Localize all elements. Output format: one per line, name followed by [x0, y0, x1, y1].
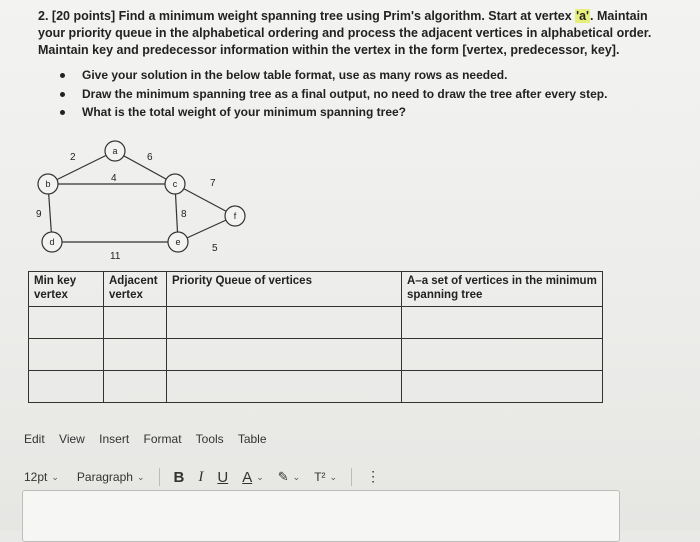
table-cell[interactable]: [104, 339, 167, 371]
weight-c-e: 8: [181, 209, 187, 220]
menu-edit[interactable]: Edit: [24, 432, 45, 446]
vertex-label-b: b: [45, 179, 51, 189]
toolbar-divider: [351, 468, 352, 486]
question-text-after: . Maintain your priority queue in the alphabetical ordering and process the adjacent vertices in alphabetical order. Maintain key and predecessor information within the vertex in the form [vertex, predecessor, key].: [38, 9, 652, 57]
question-text-before: Find a minimum weight spanning tree using Prim's algorithm. Start at vertex: [115, 9, 576, 23]
weight-d-e: 11: [110, 251, 121, 262]
superscript-button[interactable]: T² ⌄: [314, 470, 338, 484]
chevron-down-icon: ⌄: [292, 471, 301, 482]
menu-view[interactable]: View: [59, 432, 85, 446]
italic-button[interactable]: I: [198, 468, 204, 485]
solution-table: [28, 271, 603, 403]
more-options-icon[interactable]: ⋮: [366, 469, 381, 485]
chevron-down-icon: ⌄: [329, 471, 338, 482]
menu-insert[interactable]: Insert: [99, 432, 130, 446]
column-header-min-key: Min key vertex: [29, 272, 104, 307]
vertex-label-a: a: [112, 146, 118, 156]
weight-e-f: 5: [212, 243, 218, 254]
column-header-adjacent: Adjacent vertex: [104, 272, 167, 307]
table-cell[interactable]: [29, 371, 104, 403]
menu-format[interactable]: Format: [143, 432, 182, 446]
chevron-down-icon: ⌄: [136, 471, 145, 482]
table-row: [29, 307, 603, 339]
bullet-icon: [60, 110, 65, 115]
table-cell[interactable]: [104, 307, 167, 339]
table-cell[interactable]: [29, 339, 104, 371]
editor-toolbar: [24, 468, 380, 486]
menu-tools[interactable]: Tools: [195, 432, 224, 446]
instruction-item: Draw the minimum spanning tree as a final output, no need to draw the tree after every step.: [60, 85, 640, 104]
instruction-list: [60, 66, 640, 122]
table-cell[interactable]: [167, 339, 402, 371]
vertex-label-c: c: [172, 179, 178, 189]
edge-a-b: [48, 151, 115, 184]
bullet-icon: [60, 73, 65, 78]
table-cell[interactable]: [402, 371, 603, 403]
font-size-select[interactable]: 12pt ⌄: [24, 470, 59, 484]
vertex-label-f: f: [233, 211, 237, 221]
table-header-row: [29, 272, 603, 307]
editor-menubar: [24, 432, 278, 446]
table-row: [29, 371, 603, 403]
underline-button[interactable]: U: [217, 468, 229, 486]
instruction-item: What is the total weight of your minimum spanning tree?: [60, 103, 640, 122]
weight-b-d: 9: [36, 209, 42, 220]
text-color-button[interactable]: A ⌄: [242, 468, 264, 486]
chevron-down-icon: ⌄: [256, 471, 264, 482]
graph-diagram: [30, 134, 260, 264]
table-row: [29, 339, 603, 371]
column-header-mst-set: A–a set of vertices in the minimum spanning tree: [402, 272, 603, 307]
table-cell[interactable]: [167, 307, 402, 339]
start-vertex-highlight: 'a': [576, 9, 590, 23]
column-header-priority-queue: Priority Queue of vertices: [167, 272, 402, 307]
block-format-select[interactable]: Paragraph ⌄: [76, 470, 145, 484]
weight-c-f: 7: [210, 178, 216, 189]
table-cell[interactable]: [104, 371, 167, 403]
bold-button[interactable]: B: [173, 468, 185, 486]
question-text: [38, 8, 668, 59]
weight-a-c: 6: [147, 152, 153, 163]
vertex-label-d: d: [49, 237, 55, 247]
pen-icon: ✎: [277, 469, 289, 484]
table-cell[interactable]: [167, 371, 402, 403]
question-number: 2.: [38, 9, 49, 23]
toolbar-divider: [159, 468, 160, 486]
table-cell[interactable]: [402, 307, 603, 339]
answer-editor-area[interactable]: [22, 490, 620, 542]
chevron-down-icon: ⌄: [51, 471, 59, 482]
weight-b-c: 4: [111, 173, 117, 184]
table-cell[interactable]: [402, 339, 603, 371]
instruction-item: Give your solution in the below table format, use as many rows as needed.: [60, 66, 640, 85]
vertex-label-e: e: [175, 237, 181, 247]
highlight-color-button[interactable]: [278, 469, 300, 485]
table-cell[interactable]: [29, 307, 104, 339]
weight-a-b: 2: [70, 152, 76, 163]
menu-table[interactable]: Table: [237, 432, 267, 446]
question-points: [20 points]: [51, 9, 116, 23]
bullet-icon: [60, 92, 65, 97]
